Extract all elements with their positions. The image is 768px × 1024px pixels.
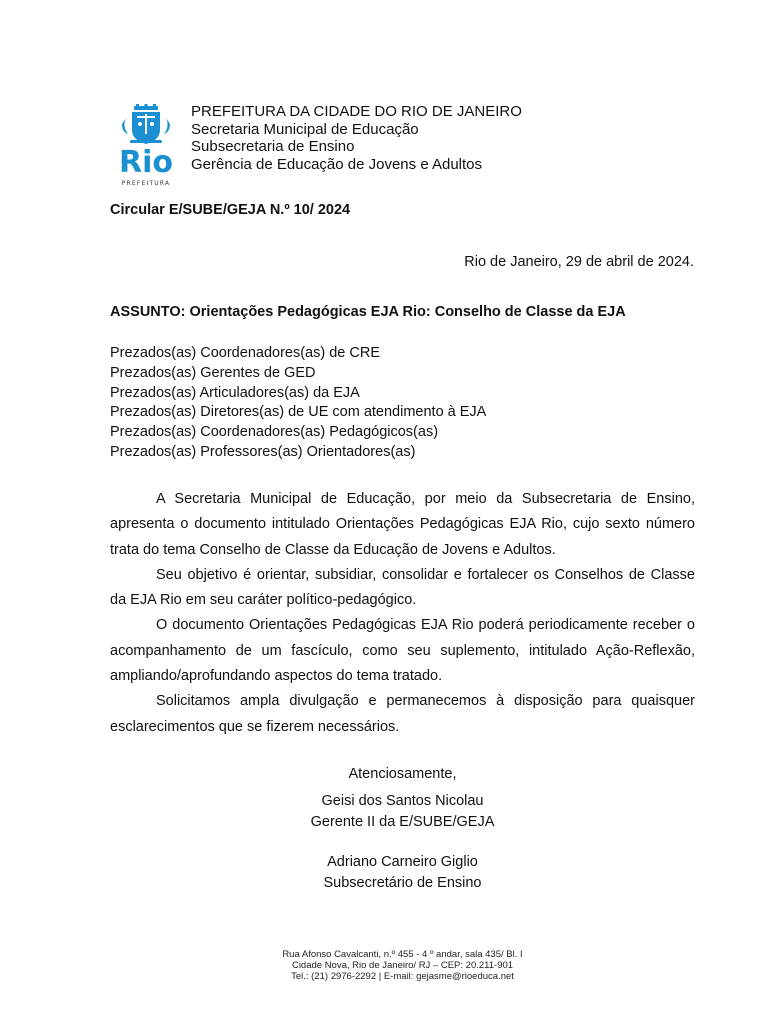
footer-address: Rua Afonso Cavalcanti, n.º 455 - 4 º andar, sala 435/ Bl. I: [282, 949, 523, 960]
recipient-item: Prezados(as) Coordenadores(as) Pedagógicos(as): [110, 424, 439, 441]
recipient-item: Prezados(as) Professores(as) Orientadores(as): [110, 443, 416, 460]
footer-contact: Tel.: (21) 2976-2292 | E-mail: gejasme@rioeduca.net: [291, 971, 514, 982]
signer-name: Adriano Carneiro Giglio: [327, 854, 478, 870]
signer-name: Geisi dos Santos Nicolau: [321, 793, 484, 809]
recipient-item: Prezados(as) Coordenadores(as) de CRE: [110, 345, 380, 361]
signer-title: Subsecretário de Ensino: [323, 874, 482, 891]
body-paragraph: A Secretaria Municipal de Educação, por meio da Subsecretaria de Ensino, apresenta o documento intitulado Orientações Pedagógicas EJA Rio, cujo sexto número trata do tema Conselho de Classe da Educação de Jovens e Adultos.: [110, 491, 695, 558]
page-footer: [110, 949, 695, 982]
body-paragraph: Solicitamos ampla divulgação e permanecemos à disposição para quaisquer esclarecimentos que se fizerem necessários.: [110, 693, 695, 735]
letterhead-line-1: PREFEITURA DA CIDADE DO RIO DE JANEIRO: [191, 103, 522, 120]
salutation-text: Atenciosamente,: [348, 766, 457, 782]
date-line: Rio de Janeiro, 29 de abril de 2024.: [464, 254, 694, 270]
letterhead-line-2: Secretaria Municipal de Educação: [191, 120, 419, 138]
circular-number: Circular E/SUBE/GEJA N.º 10/ 2024: [110, 202, 351, 218]
letter-body: [110, 487, 695, 740]
subject-line: ASSUNTO: Orientações Pedagógicas EJA Rio: Conselho de Classe da EJA: [110, 304, 626, 320]
body-paragraph: Seu objetivo é orientar, subsidiar, consolidar e fortalecer os Conselhos de Classe da EJA Rio em seu caráter político-pedagógico.: [110, 566, 695, 609]
recipient-list: [110, 344, 486, 463]
signature-block-1: [110, 791, 695, 832]
footer-city: Cidade Nova, Rio de Janeiro/ RJ – CEP: 20.211-901: [291, 960, 514, 971]
rio-prefeitura-logo: [112, 104, 180, 190]
recipient-item: Prezados(as) Gerentes de GED: [110, 364, 316, 381]
recipient-item: Prezados(as) Diretores(as) de UE com atendimento à EJA: [110, 404, 487, 421]
letterhead-line-4: Gerência de Educação de Jovens e Adultos: [191, 155, 483, 173]
salutation: [110, 764, 695, 785]
signer-title: Gerente II da E/SUBE/GEJA: [310, 813, 495, 830]
body-paragraph: O documento Orientações Pedagógicas EJA Rio poderá periodicamente receber o acompanhamento de um fascículo, como seu suplemento, intitulado Ação-Reflexão, ampliando/aprofundando aspectos do tema tratado.: [110, 617, 695, 685]
letterhead-line-3: Subsecretaria de Ensino: [191, 138, 355, 155]
letterhead: [191, 103, 522, 173]
recipient-item: Prezados(as) Articuladores(as) da EJA: [110, 384, 360, 401]
logo-wordmark: Rio: [119, 145, 173, 180]
signature-block-2: [110, 852, 695, 893]
logo-subtext: PREFEITURA: [121, 180, 171, 187]
